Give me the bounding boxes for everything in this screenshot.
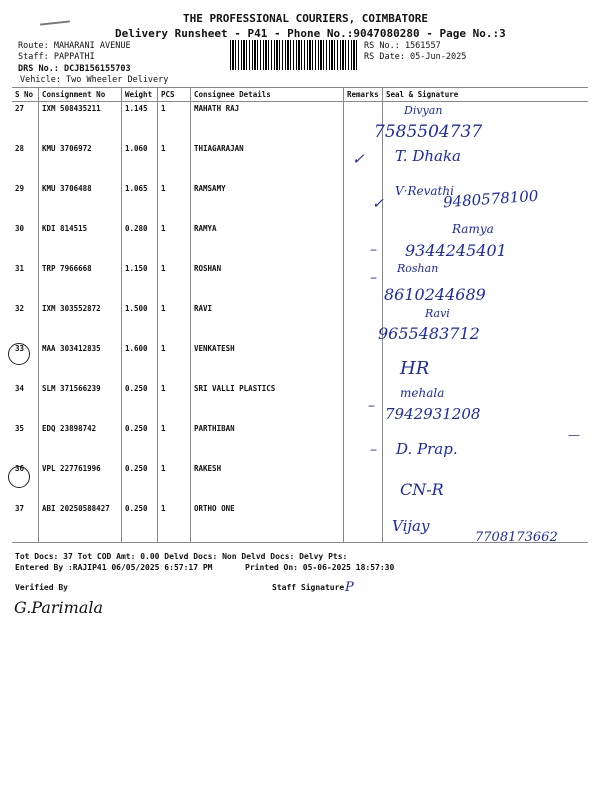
hand-dash-35: – bbox=[370, 442, 377, 458]
consignee-cell: VENKATESH bbox=[191, 342, 344, 382]
consignee-cell: ORTHO ONE bbox=[191, 502, 344, 543]
drs-label: DRS No.: DCJB156155703 bbox=[18, 64, 131, 74]
sno-cell: 27 bbox=[12, 102, 39, 143]
route-label: Route: MAHARANI AVENUE bbox=[18, 41, 131, 51]
hand-check-29: ✓ bbox=[372, 196, 384, 212]
weight-cell: 0.250 bbox=[122, 382, 158, 422]
consignee-cell: THIAGARAJAN bbox=[191, 142, 344, 182]
consignment-cell: IXM 303552872 bbox=[39, 302, 122, 342]
hand-sign-37: Vijay bbox=[392, 517, 430, 535]
sno-cell: 31 bbox=[12, 262, 39, 302]
staff-signature: P bbox=[345, 580, 354, 595]
table-row bbox=[12, 382, 588, 422]
sno-cell: 35 bbox=[12, 422, 39, 462]
consignment-cell: KMU 3706972 bbox=[39, 142, 122, 182]
remarks-cell bbox=[344, 302, 383, 342]
sno-cell: 28 bbox=[12, 142, 39, 182]
entered-by: Entered By :RAJIP41 06/05/2025 6:57:17 PM bbox=[15, 563, 213, 572]
verified-by-label: Verified By bbox=[15, 583, 68, 592]
table-row bbox=[12, 102, 588, 143]
staff-label: Staff: PAPPATHI bbox=[18, 52, 95, 62]
consignee-cell: SRI VALLI PLASTICS bbox=[191, 382, 344, 422]
hand-sign-36: CN-R bbox=[400, 480, 444, 499]
consignee-cell: MAHATH RAJ bbox=[191, 102, 344, 143]
circle-mark-33 bbox=[8, 343, 30, 365]
remarks-cell bbox=[344, 462, 383, 502]
hand-phone-37: 7708173662 bbox=[475, 530, 558, 545]
table-row bbox=[12, 342, 588, 382]
consignment-cell: KMU 3706488 bbox=[39, 182, 122, 222]
consignment-cell: EDQ 23898742 bbox=[39, 422, 122, 462]
hand-phone-34: 7942931208 bbox=[385, 405, 481, 423]
weight-cell: 1.145 bbox=[122, 102, 158, 143]
pcs-cell: 1 bbox=[158, 342, 191, 382]
pcs-cell: 1 bbox=[158, 502, 191, 543]
consignment-cell: TRP 7966668 bbox=[39, 262, 122, 302]
consignee-cell: RAVI bbox=[191, 302, 344, 342]
company-title: THE PROFESSIONAL COURIERS, COIMBATORE bbox=[183, 12, 429, 25]
weight-cell: 1.065 bbox=[122, 182, 158, 222]
weight-cell: 0.280 bbox=[122, 222, 158, 262]
hand-sign-32: Ravi bbox=[425, 307, 450, 320]
consignee-cell: RAKESH bbox=[191, 462, 344, 502]
hand-phone-29: 9480578100 bbox=[442, 186, 539, 212]
hand-sign-34: mehala bbox=[400, 386, 445, 400]
weight-cell: 1.150 bbox=[122, 262, 158, 302]
table-row bbox=[12, 462, 588, 502]
weight-cell: 1.060 bbox=[122, 142, 158, 182]
consignment-cell: VPL 227761996 bbox=[39, 462, 122, 502]
weight-cell: 0.250 bbox=[122, 462, 158, 502]
sno-cell: 37 bbox=[12, 502, 39, 543]
col-weight: Weight bbox=[122, 88, 158, 102]
col-consignee: Consignee Details bbox=[191, 88, 344, 102]
hand-check-28: ✓ bbox=[352, 150, 365, 168]
col-remarks: Remarks bbox=[344, 88, 383, 102]
remarks-cell bbox=[344, 502, 383, 543]
table-row bbox=[12, 262, 588, 302]
hand-dash-30: – bbox=[370, 242, 377, 258]
sno-cell: 34 bbox=[12, 382, 39, 422]
pcs-cell: 1 bbox=[158, 142, 191, 182]
header-scribble bbox=[40, 20, 70, 25]
remarks-cell bbox=[344, 342, 383, 382]
table-header-row bbox=[12, 88, 588, 102]
hand-sign-31: Roshan bbox=[397, 262, 439, 275]
sno-cell: 33 bbox=[12, 342, 39, 382]
consignment-cell: IXM 508435211 bbox=[39, 102, 122, 143]
col-sno: S No bbox=[12, 88, 39, 102]
table-row bbox=[12, 142, 588, 182]
weight-cell: 1.500 bbox=[122, 302, 158, 342]
hand-sign-28: T. Dhaka bbox=[395, 147, 461, 165]
runsheet-subtitle: Delivery Runsheet - P41 - Phone No.:9047080280 - Page No.:3 bbox=[115, 27, 506, 40]
pcs-cell: 1 bbox=[158, 102, 191, 143]
hand-sign-29: V·Revathi bbox=[395, 184, 454, 198]
hand-dash-34: – bbox=[368, 398, 375, 414]
col-pcs: PCS bbox=[158, 88, 191, 102]
pcs-cell: 1 bbox=[158, 182, 191, 222]
hand-dash-31: – bbox=[370, 270, 377, 286]
hand-sign-30: Ramya bbox=[452, 222, 494, 236]
weight-cell: 0.250 bbox=[122, 422, 158, 462]
printed-on: Printed On: 05-06-2025 18:57:30 bbox=[245, 563, 395, 572]
pcs-cell: 1 bbox=[158, 222, 191, 262]
rs-date-label: RS Date: 05-Jun-2025 bbox=[364, 52, 467, 62]
pcs-cell: 1 bbox=[158, 462, 191, 502]
weight-cell: 1.600 bbox=[122, 342, 158, 382]
remarks-cell bbox=[344, 382, 383, 422]
consignee-cell: RAMYA bbox=[191, 222, 344, 262]
pcs-cell: 1 bbox=[158, 262, 191, 302]
consignee-cell: ROSHAN bbox=[191, 262, 344, 302]
hand-phone-30: 9344245401 bbox=[405, 241, 507, 260]
barcode bbox=[230, 40, 358, 70]
sno-cell: 36 bbox=[12, 462, 39, 502]
consignee-cell: RAMSAMY bbox=[191, 182, 344, 222]
verifier-signature: G.Parimala bbox=[14, 598, 104, 617]
runsheet-table bbox=[12, 87, 588, 543]
pcs-cell: 1 bbox=[158, 382, 191, 422]
hand-sign-33: HR bbox=[400, 358, 430, 379]
sno-cell: 29 bbox=[12, 182, 39, 222]
col-signature: Seal & Signature bbox=[383, 88, 589, 102]
sno-cell: 30 bbox=[12, 222, 39, 262]
consignment-cell: SLM 371566239 bbox=[39, 382, 122, 422]
consignment-cell: MAA 303412835 bbox=[39, 342, 122, 382]
consignment-cell: KDI 814515 bbox=[39, 222, 122, 262]
hand-sign-27: Divyan bbox=[404, 104, 443, 117]
totals-line: Tot Docs: 37 Tot COD Amt: 0.00 Delvd Docs: Non Delvd Docs: Delvy Pts: bbox=[15, 552, 348, 561]
weight-cell: 0.250 bbox=[122, 502, 158, 543]
rs-no-label: RS No.: 1561557 bbox=[364, 41, 441, 51]
col-consignment: Consignment No bbox=[39, 88, 122, 102]
pcs-cell: 1 bbox=[158, 302, 191, 342]
vehicle-label: Vehicle: Two Wheeler Delivery bbox=[20, 75, 169, 85]
hand-phone-31: 8610244689 bbox=[384, 285, 486, 304]
consignee-cell: PARTHIBAN bbox=[191, 422, 344, 462]
table-row bbox=[12, 302, 588, 342]
sno-cell: 32 bbox=[12, 302, 39, 342]
consignment-cell: ABI 20250588427 bbox=[39, 502, 122, 543]
hand-phone-32: 9655483712 bbox=[378, 324, 480, 343]
pcs-cell: 1 bbox=[158, 422, 191, 462]
hand-sign-35: D. Prap. bbox=[396, 440, 458, 458]
table-row bbox=[12, 422, 588, 462]
circle-mark-36 bbox=[8, 466, 30, 488]
staff-signature-label: Staff Signature bbox=[272, 583, 345, 592]
hand-phone-27: 7585504737 bbox=[374, 122, 483, 142]
hand-dash-35b: — bbox=[568, 428, 580, 442]
